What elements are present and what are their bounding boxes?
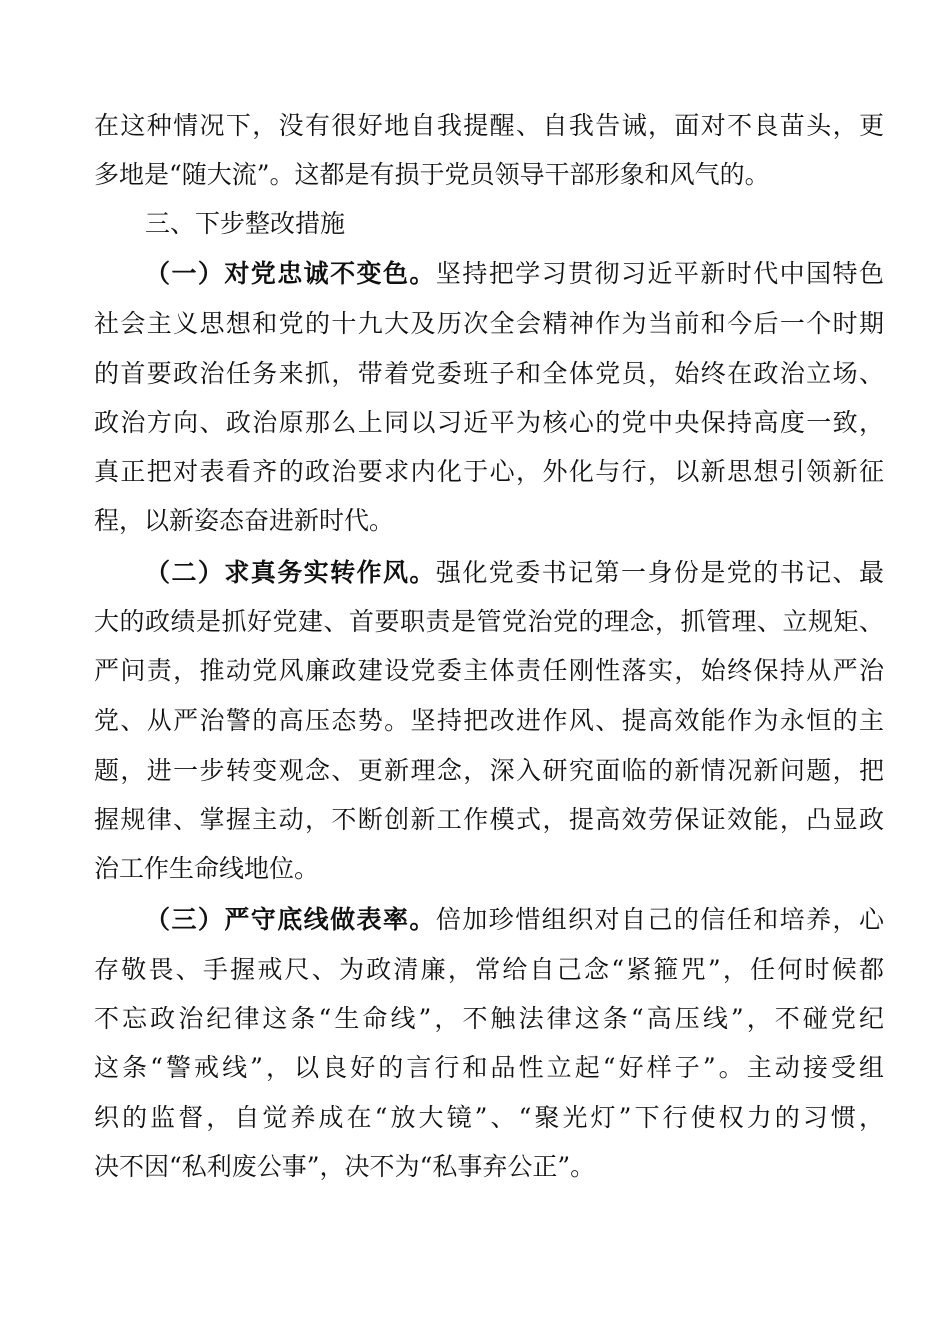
- paragraph-first-line: [145, 557, 884, 589]
- paragraph-first-rest: 强化党委书记第一身份是党的书记、最: [435, 558, 884, 587]
- paragraph-line: 决不因“私利废公事”，决不为“私事弃公正”。: [94, 1152, 596, 1181]
- paragraph-lead: （一）对党忠诚不变色。: [145, 259, 436, 288]
- paragraph-line: 政治方向、政治原那么上同以习近平为核心的党中央保持高度一致，: [94, 408, 884, 437]
- paragraph-line: 不忘政治纪律这条“生命线”，不触法律这条“高压线”，不碰党纪: [94, 1004, 884, 1033]
- paragraph-line: 这条“警戒线”，以良好的言行和品性立起“好样子”。主动接受组: [94, 1053, 884, 1082]
- paragraph-first-line: [145, 904, 884, 936]
- paragraph-line: 握规律、掌握主动，不断创新工作模式，提高效劳保证效能，凸显政: [94, 805, 884, 834]
- paragraph-line: 程，以新姿态奋进新时代。: [94, 506, 395, 535]
- paragraph-line: 严问责，推动党风廉政建设党委主体责任刚性落实，始终保持从严治: [94, 656, 884, 685]
- section-heading: 三、下步整改措施: [145, 209, 346, 238]
- paragraph-line: 治工作生命线地位。: [94, 854, 320, 883]
- paragraph-lead: （三）严守底线做表率。: [145, 905, 436, 934]
- paragraph-line: 存敬畏、手握戒尺、为政清廉，常给自己念“紧箍咒”，任何时候都: [94, 955, 884, 984]
- paragraph-line: 社会主义思想和党的十九大及历次全会精神作为当前和今后一个时期: [94, 309, 884, 338]
- paragraph-line: 在这种情况下，没有很好地自我提醒、自我告诫，面对不良苗头，更: [94, 111, 884, 140]
- paragraph-line: 党、从严治警的高压态势。坚持把改进作风、提高效能作为永恒的主: [94, 706, 884, 735]
- paragraph-line: 大的政绩是抓好党建、首要职责是管党治党的理念，抓管理、立规矩、: [94, 607, 884, 636]
- paragraph-line: 题，进一步转变观念、更新理念，深入研究面临的新情况新问题，把: [94, 756, 884, 785]
- paragraph-line: 真正把对表看齐的政治要求内化于心，外化与行，以新思想引领新征: [94, 457, 884, 486]
- paragraph-line: 织的监督，自觉养成在“放大镜”、“聚光灯”下行使权力的习惯，: [94, 1103, 884, 1132]
- paragraph-line: 多地是“随大流”。这都是有损于党员领导干部形象和风气的。: [94, 160, 770, 189]
- paragraph-lead: （二）求真务实转作风。: [145, 558, 436, 587]
- paragraph-first-rest: 倍加珍惜组织对自己的信任和培养，心: [435, 905, 884, 934]
- paragraph-first-rest: 坚持把学习贯彻习近平新时代中国特色: [435, 259, 884, 288]
- paragraph-line: 的首要政治任务来抓，带着党委班子和全体党员，始终在政治立场、: [94, 359, 884, 388]
- paragraph-first-line: [145, 258, 884, 290]
